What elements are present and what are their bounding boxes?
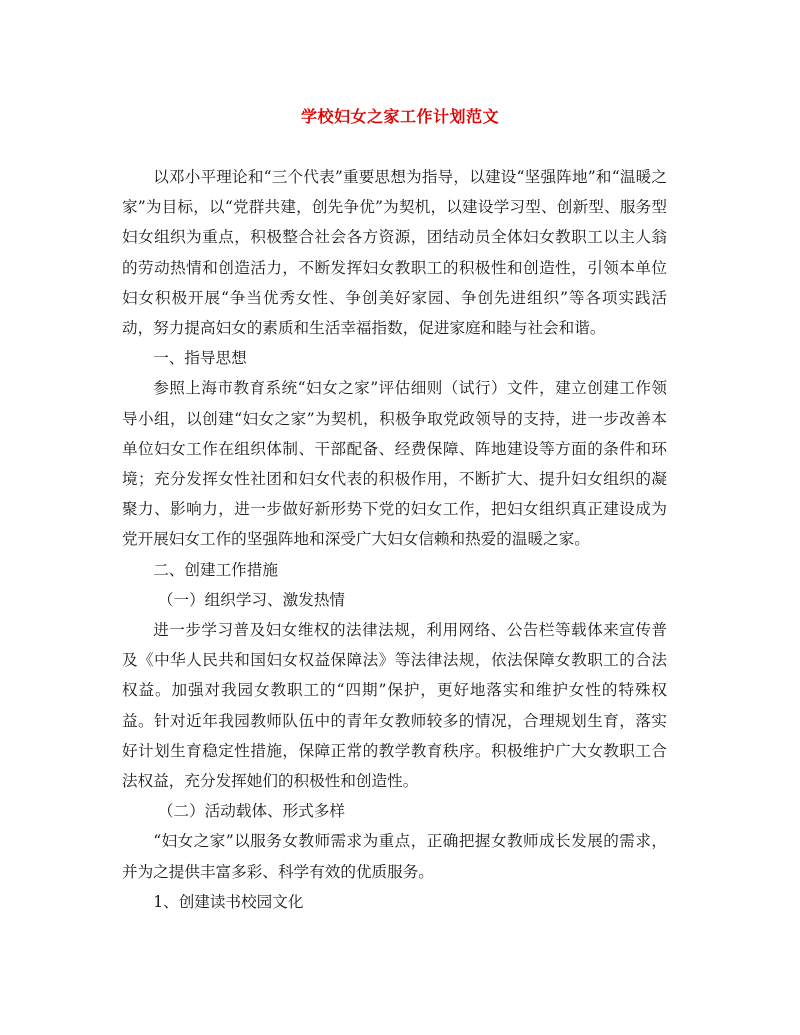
item-heading-reading-culture: 1、创建读书校园文化	[153, 892, 304, 911]
subsection-heading-study: （一）组织学习、激发热情	[157, 590, 346, 609]
study-paragraph: 进一步学习普及妇女维权的法律法规，利用网络、公告栏等载体来宣传普及《中华人民共和国妇女权益保障法》等法律法规，依法保障女教职工的合法权益。加强对我园女教职工的“四期”保护，更好地落实和维护女性的特殊权益。针对近年我园教师队伍中的青年女教师较多的情况，合理规划生育，落实好计划生育稳定性措施，保障正常的教学教育秩序。积极维护广大女教职工合法权益，充分发挥她们的积极性和创造性。	[122, 621, 667, 791]
guiding-ideology-paragraph: 参照上海市教育系统“妇女之家”评估细则（试行）文件，建立创建工作领导小组，以创建“妇女之家”为契机，积极争取党政领导的支持，进一步改善本单位妇女工作在组织体制、干部配备、经费保障、阵地建设等方面的条件和环境；充分发挥女性社团和妇女代表的积极作用，不断扩大、提升妇女组织的凝聚力、影响力，进一步做好新形势下党的妇女工作，把妇女组织真正建设成为党开展妇女工作的坚强阵地和深受广大妇女信赖和热爱的温暖之家。	[122, 379, 667, 549]
intro-paragraph: 以邓小平理论和“三个代表”重要思想为指导，以建设“坚强阵地”和“温暖之家”为目标，以“党群共建，创先争优”为契机，以建设学习型、创新型、服务型妇女组织为重点，积极整合社会各方资源，团结动员全体妇女教职工以主人翁的劳动热情和创造活力，不断发挥妇女教职工的积极性和创造性，引领本单位妇女积极开展“争当优秀女性、争创美好家园、争创先进组织”等各项实践活动，努力提高妇女的素质和生活幸福指数，促进家庭和睦与社会和谐。	[122, 168, 667, 338]
document-body	[122, 162, 667, 917]
section-heading-guiding-ideology: 一、指导思想	[153, 349, 247, 368]
section-heading-measures: 二、创建工作措施	[153, 560, 278, 579]
activities-paragraph: “妇女之家”以服务女教师需求为重点，正确把握女教师成长发展的需求，并为之提供丰富多彩、科学有效的优质服务。	[122, 832, 667, 881]
subsection-heading-activities: （二）活动载体、形式多样	[157, 802, 346, 821]
document-title: 学校妇女之家工作计划范文	[300, 107, 499, 126]
